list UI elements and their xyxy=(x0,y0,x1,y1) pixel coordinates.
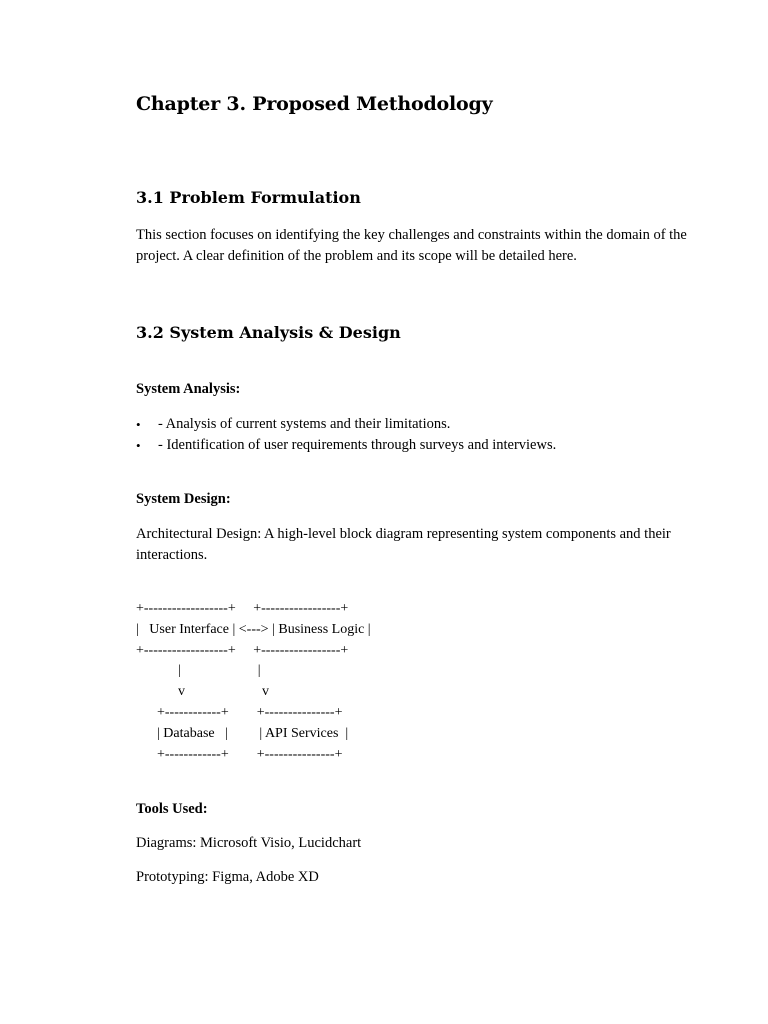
list-item xyxy=(136,435,556,456)
architectural-design-paragraph: Architectural Design: A high-level block diagram representing system components and their interactions. xyxy=(136,526,671,563)
diagram-line: +------------------+ +-----------------+ xyxy=(136,601,349,616)
tools-prototyping-line: Prototyping: Figma, Adobe XD xyxy=(136,869,319,885)
list-item-text: - Identification of user requirements through surveys and interviews. xyxy=(158,437,557,453)
diagram-line: +------------------+ +-----------------+ xyxy=(136,642,349,658)
diagram-line: +------------+ +---------------+ xyxy=(136,746,343,762)
system-design-label: System Design: xyxy=(136,491,231,507)
bullet-icon: • xyxy=(136,438,141,453)
diagram-line: | | xyxy=(136,663,261,679)
tools-diagrams-line: Diagrams: Microsoft Visio, Lucidchart xyxy=(136,835,362,851)
list-item-text: - Analysis of current systems and their limitations. xyxy=(158,416,451,432)
block-diagram xyxy=(136,599,371,765)
system-analysis-list xyxy=(136,414,556,456)
diagram-line: +------------+ +---------------+ xyxy=(136,704,343,720)
section-heading-system-analysis-design: 3.2 System Analysis & Design xyxy=(136,323,401,342)
section-heading-problem-formulation: 3.1 Problem Formulation xyxy=(136,188,361,207)
diagram-line: | Database | | API Services | xyxy=(136,725,349,741)
chapter-title: Chapter 3. Proposed Methodology xyxy=(136,93,493,115)
diagram-line: v v xyxy=(136,684,269,700)
tools-used-label: Tools Used: xyxy=(136,801,208,817)
list-item xyxy=(136,414,556,435)
bullet-icon: • xyxy=(136,417,141,432)
system-analysis-label: System Analysis: xyxy=(136,381,241,397)
problem-formulation-paragraph: This section focuses on identifying the key challenges and constraints within the domain of the project. A clear definition of the problem and its scope will be detailed here. xyxy=(136,227,687,264)
diagram-line: | User Interface | <---> | Business Logic | xyxy=(136,621,371,637)
